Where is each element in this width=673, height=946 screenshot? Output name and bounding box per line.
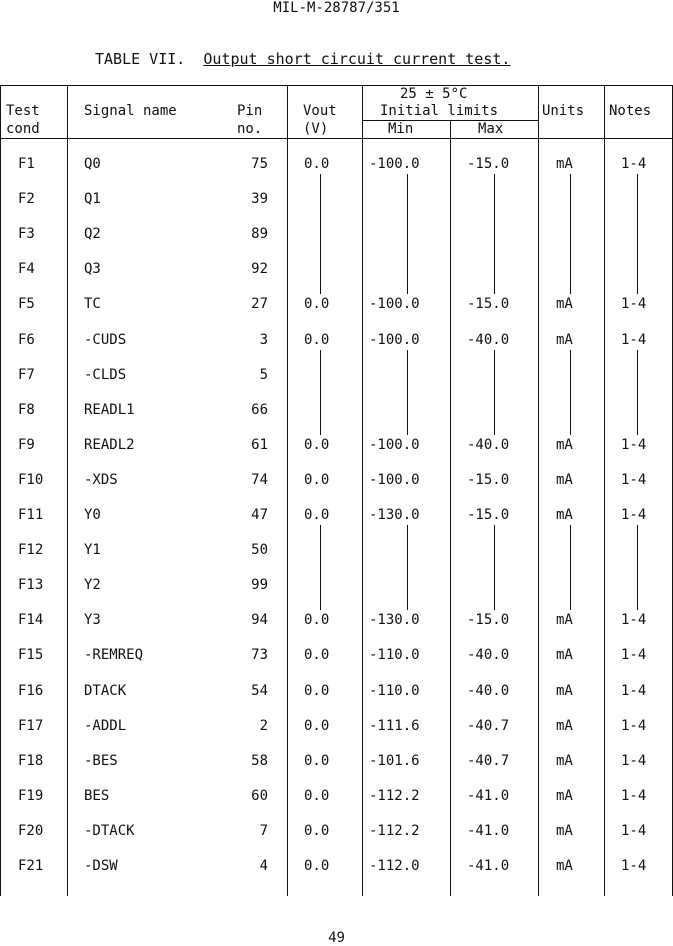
cell-signal-name: READL2: [84, 436, 135, 453]
cell-signal-name: -DTACK: [84, 822, 135, 839]
results-table: [0, 85, 673, 896]
cell-test-cond: F16: [18, 682, 44, 699]
cell-test-cond: F15: [18, 647, 44, 664]
cell-notes: 1-4: [621, 787, 647, 804]
cell-signal-name: -REMREQ: [84, 647, 144, 664]
cell-units: mA: [556, 822, 573, 839]
cell-vout: 0.0: [304, 787, 330, 804]
cell-signal-name: Y0: [84, 507, 101, 523]
cell-vout: 0.0: [304, 507, 330, 523]
cell-signal-name: Q3: [84, 261, 101, 278]
cell-notes: 1-4: [621, 471, 647, 488]
cell-vout: 0.0: [304, 296, 330, 313]
col-rule: [604, 85, 605, 896]
cell-max: -40.0: [467, 436, 510, 453]
header-signal-name: Signal name: [84, 103, 177, 119]
cell-max: -40.0: [467, 331, 510, 348]
cell-vout: 0.0: [304, 156, 330, 172]
cell-signal-name: TC: [84, 296, 101, 313]
cell-pin: 54: [251, 682, 268, 699]
cell-pin: 47: [251, 507, 268, 523]
cell-pin: 66: [251, 401, 268, 418]
cell-test-cond: F13: [18, 577, 44, 594]
notes-continuation-bar: [637, 350, 638, 435]
cell-test-cond: F17: [18, 717, 44, 734]
cell-units: mA: [556, 787, 573, 804]
cell-pin: 58: [251, 752, 268, 769]
page-number: 49: [328, 930, 345, 946]
min-continuation-bar: [407, 525, 408, 610]
cell-test-cond: F10: [18, 471, 44, 488]
units-continuation-bar: [570, 525, 571, 610]
cell-test-cond: F19: [18, 787, 44, 804]
cell-signal-name: DTACK: [84, 682, 127, 699]
cell-signal-name: -ADDL: [84, 717, 127, 734]
cell-units: mA: [556, 717, 573, 734]
header-max: Max: [478, 121, 504, 137]
vout-continuation-bar: [320, 174, 321, 294]
cell-min: -100.0: [369, 331, 420, 348]
cell-min: -101.6: [369, 752, 420, 769]
cell-min: -100.0: [369, 471, 420, 488]
cell-max: -15.0: [467, 507, 510, 523]
cell-min: -130.0: [369, 507, 420, 523]
cell-max: -15.0: [467, 612, 510, 629]
cell-pin: 61: [251, 436, 268, 453]
cell-min: -100.0: [369, 296, 420, 313]
cell-signal-name: Y2: [84, 577, 101, 594]
cell-units: mA: [556, 858, 573, 874]
col-rule: [362, 85, 363, 896]
cell-test-cond: F8: [18, 401, 35, 418]
cell-signal-name: -XDS: [84, 471, 118, 488]
cell-min: -112.0: [369, 858, 420, 874]
cell-pin: 92: [251, 261, 268, 278]
cell-notes: 1-4: [621, 507, 647, 523]
cell-units: mA: [556, 471, 573, 488]
min-continuation-bar: [407, 174, 408, 294]
cell-pin: 27: [251, 296, 268, 313]
cell-signal-name: -BES: [84, 752, 118, 769]
cell-units: mA: [556, 682, 573, 699]
header-min: Min: [388, 121, 414, 137]
col-rule: [538, 85, 539, 896]
max-continuation-bar: [494, 174, 495, 294]
cell-vout: 0.0: [304, 717, 330, 734]
cell-test-cond: F14: [18, 612, 44, 629]
document-id: MIL-M-28787/351: [273, 0, 400, 16]
cell-test-cond: F7: [18, 366, 35, 383]
header-pin-no: no.: [237, 121, 263, 137]
cell-units: mA: [556, 296, 573, 313]
cell-vout: 0.0: [304, 436, 330, 453]
cell-notes: 1-4: [621, 752, 647, 769]
cell-vout: 0.0: [304, 471, 330, 488]
notes-continuation-bar: [637, 525, 638, 610]
header-notes: Notes: [609, 103, 652, 119]
cell-pin: 7: [259, 822, 268, 839]
cell-units: mA: [556, 436, 573, 453]
cell-pin: 89: [251, 226, 268, 243]
cell-units: mA: [556, 507, 573, 523]
header-vout-unit: (V): [303, 121, 329, 137]
cell-signal-name: Q1: [84, 191, 101, 208]
max-continuation-bar: [494, 350, 495, 435]
cell-signal-name: -CUDS: [84, 331, 127, 348]
cell-test-cond: F9: [18, 436, 35, 453]
cell-units: mA: [556, 752, 573, 769]
header-pin: Pin: [237, 103, 263, 119]
cell-pin: 60: [251, 787, 268, 804]
cell-notes: 1-4: [621, 296, 647, 313]
cell-vout: 0.0: [304, 858, 330, 874]
cell-pin: 94: [251, 612, 268, 629]
cell-min: -110.0: [369, 647, 420, 664]
cell-max: -41.0: [467, 787, 510, 804]
cell-vout: 0.0: [304, 822, 330, 839]
cell-units: mA: [556, 156, 573, 172]
table-title: [95, 50, 510, 68]
cell-units: mA: [556, 331, 573, 348]
cell-test-cond: F18: [18, 752, 44, 769]
cell-notes: 1-4: [621, 647, 647, 664]
cell-test-cond: F4: [18, 261, 35, 278]
cell-vout: 0.0: [304, 752, 330, 769]
cell-test-cond: F12: [18, 542, 44, 559]
cell-notes: 1-4: [621, 436, 647, 453]
cell-pin: 73: [251, 647, 268, 664]
cell-max: -40.0: [467, 647, 510, 664]
cell-notes: 1-4: [621, 858, 647, 874]
col-rule: [287, 85, 288, 896]
cell-max: -15.0: [467, 156, 510, 172]
cell-min: -100.0: [369, 156, 420, 172]
cell-max: -15.0: [467, 296, 510, 313]
table-top-rule: [0, 85, 673, 86]
cell-pin: 39: [251, 191, 268, 208]
table-header-rule: [0, 138, 673, 139]
cell-vout: 0.0: [304, 331, 330, 348]
cell-signal-name: Y3: [84, 612, 101, 629]
cell-notes: 1-4: [621, 612, 647, 629]
cell-vout: 0.0: [304, 612, 330, 629]
cell-signal-name: Q0: [84, 156, 101, 172]
header-cond: cond: [6, 121, 40, 137]
vout-continuation-bar: [320, 350, 321, 435]
cell-signal-name: -DSW: [84, 858, 118, 874]
notes-continuation-bar: [637, 174, 638, 294]
cell-min: -112.2: [369, 787, 420, 804]
cell-pin: 99: [251, 577, 268, 594]
cell-test-cond: F3: [18, 226, 35, 243]
cell-max: -40.7: [467, 752, 510, 769]
cell-pin: 4: [259, 858, 268, 874]
col-rule: [67, 85, 68, 896]
cell-vout: 0.0: [304, 682, 330, 699]
cell-signal-name: -CLDS: [84, 366, 127, 383]
header-vout: Vout: [303, 103, 337, 119]
units-continuation-bar: [570, 174, 571, 294]
cell-signal-name: READL1: [84, 401, 135, 418]
cell-notes: 1-4: [621, 822, 647, 839]
max-continuation-bar: [494, 525, 495, 610]
cell-units: mA: [556, 647, 573, 664]
cell-vout: 0.0: [304, 647, 330, 664]
cell-max: -40.0: [467, 682, 510, 699]
table-caption: Output short circuit current test.: [203, 50, 511, 68]
cell-signal-name: BES: [84, 787, 110, 804]
units-continuation-bar: [570, 350, 571, 435]
cell-signal-name: Y1: [84, 542, 101, 559]
cell-notes: 1-4: [621, 717, 647, 734]
cell-max: -40.7: [467, 717, 510, 734]
cell-pin: 3: [259, 331, 268, 348]
cell-pin: 74: [251, 471, 268, 488]
cell-min: -111.6: [369, 717, 420, 734]
cell-test-cond: F1: [18, 156, 35, 172]
cell-min: -130.0: [369, 612, 420, 629]
cell-max: -15.0: [467, 471, 510, 488]
header-initial-limits: Initial limits: [380, 103, 499, 119]
col-rule: [0, 85, 1, 896]
vout-continuation-bar: [320, 525, 321, 610]
cell-max: -41.0: [467, 858, 510, 874]
cell-pin: 75: [251, 156, 268, 172]
min-continuation-bar: [407, 350, 408, 435]
cell-units: mA: [556, 612, 573, 629]
cell-max: -41.0: [467, 822, 510, 839]
cell-test-cond: F21: [18, 858, 44, 874]
header-temperature: 25 ± 5°C: [400, 86, 468, 102]
header-test: Test: [6, 103, 40, 119]
cell-min: -100.0: [369, 436, 420, 453]
cell-test-cond: F2: [18, 191, 35, 208]
cell-test-cond: F20: [18, 822, 44, 839]
cell-pin: 5: [259, 366, 268, 383]
cell-notes: 1-4: [621, 156, 647, 172]
cell-pin: 2: [259, 717, 268, 734]
cell-test-cond: F6: [18, 331, 35, 348]
cell-notes: 1-4: [621, 331, 647, 348]
cell-min: -110.0: [369, 682, 420, 699]
cell-test-cond: F5: [18, 296, 35, 313]
col-rule: [450, 120, 451, 896]
table-number: TABLE VII.: [95, 50, 186, 68]
cell-min: -112.2: [369, 822, 420, 839]
cell-pin: 50: [251, 542, 268, 559]
header-units: Units: [542, 103, 585, 119]
cell-notes: 1-4: [621, 682, 647, 699]
cell-test-cond: F11: [18, 507, 44, 523]
cell-signal-name: Q2: [84, 226, 101, 243]
